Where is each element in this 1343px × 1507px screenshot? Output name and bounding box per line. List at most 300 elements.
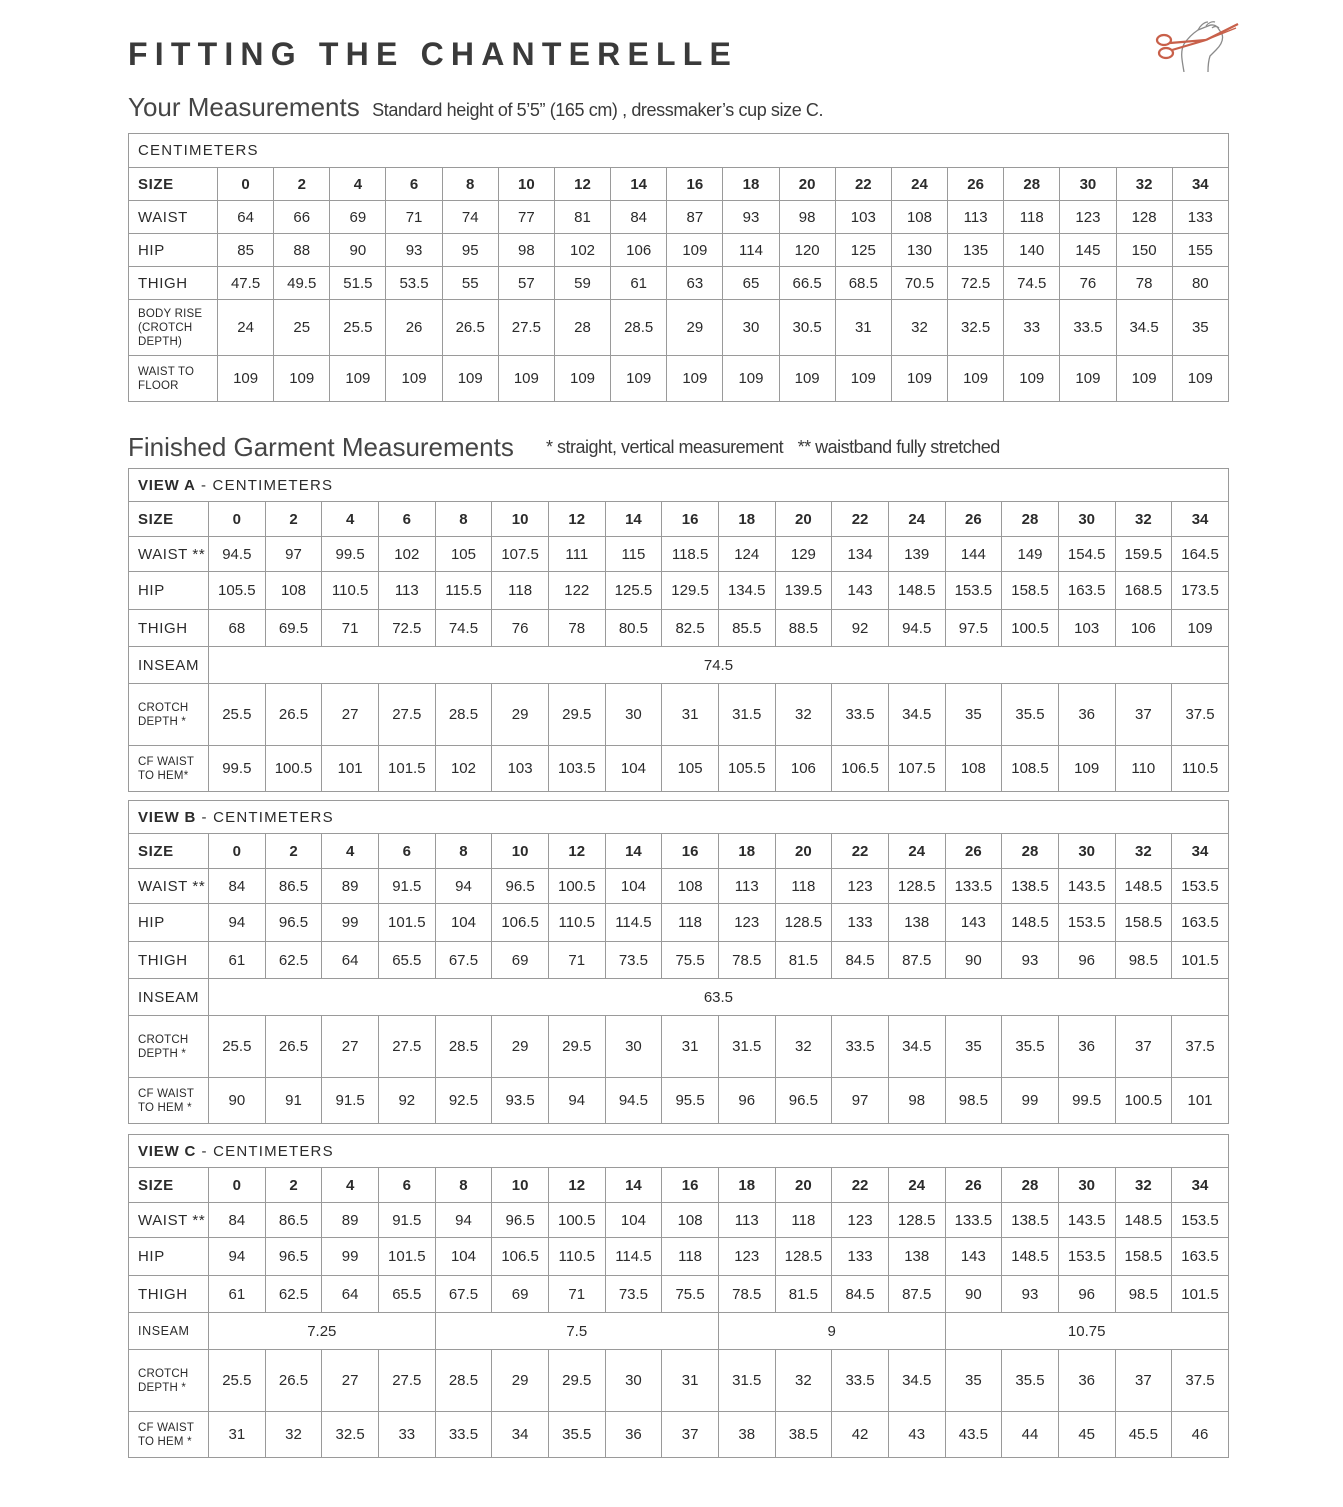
- body-rise-label-line: DEPTH): [138, 335, 183, 348]
- cf-waist-to-hem-label-line: TO HEM*: [138, 769, 189, 782]
- crotch-depth-cell: 37.5: [1172, 1350, 1229, 1412]
- size-cell: 6: [378, 502, 435, 537]
- cf-waist-to-hem-cell: 108: [945, 746, 1002, 792]
- waist-cell: 118: [775, 869, 832, 904]
- thigh-cell: 78.5: [718, 942, 775, 979]
- thigh-cell: 80.5: [605, 610, 662, 647]
- thigh-cell: 92: [832, 610, 889, 647]
- cf-waist-to-hem-cell: 101: [322, 746, 379, 792]
- measurement-notes: [546, 437, 1000, 458]
- cf-waist-to-hem-cell: 110: [1115, 746, 1172, 792]
- inseam-label: INSEAM: [129, 1313, 209, 1350]
- waist-cell: 115: [605, 537, 662, 572]
- inseam-cell: 7.25: [209, 1313, 436, 1350]
- thigh-cell: 69.5: [265, 610, 322, 647]
- waist-to-floor-label: [129, 356, 218, 402]
- waist-cell: 153.5: [1172, 1203, 1229, 1238]
- crotch-depth-cell: 29: [492, 1350, 549, 1412]
- waist-cell: 111: [548, 537, 605, 572]
- body-rise-cell: 35: [1172, 300, 1228, 356]
- crotch-depth-cell: 31: [662, 1350, 719, 1412]
- waist-cell: 96.5: [492, 1203, 549, 1238]
- thigh-cell: 69: [492, 942, 549, 979]
- crotch-depth-label: [129, 1016, 209, 1078]
- thigh-cell: 65: [723, 267, 779, 300]
- cf-waist-to-hem-cell: 105.5: [718, 746, 775, 792]
- body-rise-cell: 32.5: [948, 300, 1004, 356]
- body-rise-cell: 27.5: [498, 300, 554, 356]
- body-rise-cell: 33.5: [1060, 300, 1116, 356]
- size-cell: 34: [1172, 1168, 1229, 1203]
- thigh-cell: 81.5: [775, 942, 832, 979]
- crotch-depth-cell: 26.5: [265, 1016, 322, 1078]
- waist-cell: 100.5: [548, 1203, 605, 1238]
- crotch-depth-cell: 26.5: [265, 1350, 322, 1412]
- size-label: SIZE: [129, 834, 209, 869]
- hip-cell: 173.5: [1172, 572, 1229, 610]
- size-cell: 10: [492, 502, 549, 537]
- thigh-cell: 97.5: [945, 610, 1002, 647]
- size-row: [129, 1168, 1229, 1203]
- hip-cell: 118: [662, 1238, 719, 1276]
- size-cell: 20: [779, 168, 835, 201]
- waist-label: WAIST **: [129, 1203, 209, 1238]
- inseam-cell: 9: [718, 1313, 945, 1350]
- waist-cell: 133.5: [945, 1203, 1002, 1238]
- cf-waist-to-hem-label: [129, 1412, 209, 1458]
- hip-cell: 104: [435, 904, 492, 942]
- hip-cell: 106.5: [492, 904, 549, 942]
- thigh-cell: 103: [1058, 610, 1115, 647]
- hip-cell: 145: [1060, 234, 1116, 267]
- thigh-cell: 72.5: [378, 610, 435, 647]
- body-rise-cell: 33: [1004, 300, 1060, 356]
- size-cell: 32: [1116, 168, 1172, 201]
- table-header: CENTIMETERS: [129, 134, 1229, 168]
- size-cell: 20: [775, 834, 832, 869]
- table-row: [129, 1313, 1229, 1350]
- thigh-cell: 73.5: [605, 1276, 662, 1313]
- size-cell: 2: [265, 502, 322, 537]
- body-rise-cell: 32: [891, 300, 947, 356]
- cf-waist-to-hem-cell: 45.5: [1115, 1412, 1172, 1458]
- waist-cell: 99.5: [322, 537, 379, 572]
- thigh-cell: 96: [1058, 942, 1115, 979]
- size-cell: 28: [1002, 834, 1059, 869]
- size-cell: 10: [492, 1168, 549, 1203]
- waist-to-floor-cell: 109: [948, 356, 1004, 402]
- waist-cell: 94.5: [209, 537, 266, 572]
- thigh-cell: 76: [1060, 267, 1116, 300]
- cf-waist-to-hem-cell: 35.5: [548, 1412, 605, 1458]
- thigh-cell: 87.5: [888, 1276, 945, 1313]
- hip-label: HIP: [129, 904, 209, 942]
- cf-waist-to-hem-cell: 108.5: [1002, 746, 1059, 792]
- thigh-cell: 87.5: [888, 942, 945, 979]
- cf-waist-to-hem-cell: 37: [662, 1412, 719, 1458]
- cf-waist-to-hem-cell: 107.5: [888, 746, 945, 792]
- thigh-cell: 76: [492, 610, 549, 647]
- table-row: [129, 1078, 1229, 1124]
- cf-waist-to-hem-cell: 91.5: [322, 1078, 379, 1124]
- hip-cell: 122: [548, 572, 605, 610]
- inseam-cell: 63.5: [209, 979, 1229, 1016]
- crotch-depth-cell: 30: [605, 684, 662, 746]
- waist-to-floor-cell: 109: [779, 356, 835, 402]
- crotch-depth-cell: 27: [322, 1016, 379, 1078]
- hip-cell: 153.5: [1058, 1238, 1115, 1276]
- hip-cell: 123: [718, 1238, 775, 1276]
- size-label: SIZE: [129, 1168, 209, 1203]
- thigh-cell: 78: [1116, 267, 1172, 300]
- waist-cell: 118: [775, 1203, 832, 1238]
- waist-cell: 86.5: [265, 869, 322, 904]
- thigh-cell: 78: [548, 610, 605, 647]
- body-rise-cell: 28.5: [611, 300, 667, 356]
- hip-cell: 153.5: [1058, 904, 1115, 942]
- hip-cell: 114: [723, 234, 779, 267]
- waist-cell: 159.5: [1115, 537, 1172, 572]
- unit-label: - CENTIMETERS: [201, 808, 334, 826]
- thigh-cell: 59: [554, 267, 610, 300]
- size-cell: 16: [662, 834, 719, 869]
- size-cell: 26: [948, 168, 1004, 201]
- thigh-cell: 64: [322, 1276, 379, 1313]
- size-cell: 0: [209, 502, 266, 537]
- size-cell: 18: [718, 834, 775, 869]
- hip-cell: 133: [832, 1238, 889, 1276]
- waist-to-floor-cell: 109: [723, 356, 779, 402]
- hip-cell: 101.5: [378, 904, 435, 942]
- size-cell: 8: [442, 168, 498, 201]
- thigh-cell: 57: [498, 267, 554, 300]
- crotch-depth-cell: 35.5: [1002, 684, 1059, 746]
- thigh-label: THIGH: [129, 942, 209, 979]
- size-cell: 0: [209, 834, 266, 869]
- thigh-cell: 101.5: [1172, 942, 1229, 979]
- crotch-depth-cell: 37.5: [1172, 684, 1229, 746]
- crotch-depth-cell: 30: [605, 1016, 662, 1078]
- thigh-cell: 93: [1002, 942, 1059, 979]
- hip-cell: 94: [209, 904, 266, 942]
- crotch-depth-cell: 31.5: [718, 684, 775, 746]
- cf-waist-to-hem-cell: 106.5: [832, 746, 889, 792]
- table-row: [129, 356, 1229, 402]
- waist-cell: 144: [945, 537, 1002, 572]
- view-label: VIEW C: [138, 1142, 197, 1160]
- cf-waist-to-hem-cell: 99.5: [1058, 1078, 1115, 1124]
- body-rise-cell: 30: [723, 300, 779, 356]
- unit-label: - CENTIMETERS: [200, 476, 334, 494]
- thigh-label: THIGH: [129, 1276, 209, 1313]
- inseam-cell: 7.5: [435, 1313, 718, 1350]
- waist-to-floor-label-line: WAIST TO: [138, 365, 195, 378]
- waist-cell: 129: [775, 537, 832, 572]
- hip-cell: 158.5: [1115, 1238, 1172, 1276]
- thigh-cell: 66.5: [779, 267, 835, 300]
- cf-waist-to-hem-cell: 106: [775, 746, 832, 792]
- hip-cell: 128.5: [775, 904, 832, 942]
- cf-waist-to-hem-cell: 46: [1172, 1412, 1229, 1458]
- waist-cell: 143.5: [1058, 869, 1115, 904]
- crotch-depth-cell: 32: [775, 684, 832, 746]
- unit-label: - CENTIMETERS: [201, 1142, 334, 1160]
- size-row: [129, 834, 1229, 869]
- hip-cell: 150: [1116, 234, 1172, 267]
- hip-label: HIP: [129, 572, 209, 610]
- inseam-label: INSEAM: [129, 979, 209, 1016]
- size-cell: 32: [1115, 502, 1172, 537]
- hip-cell: 123: [718, 904, 775, 942]
- your-measurements-heading: [128, 92, 823, 123]
- crotch-depth-cell: 35.5: [1002, 1350, 1059, 1412]
- size-cell: 4: [322, 1168, 379, 1203]
- waist-cell: 86.5: [265, 1203, 322, 1238]
- crotch-depth-label-line: DEPTH *: [138, 715, 187, 728]
- size-cell: 8: [435, 834, 492, 869]
- size-row: [129, 502, 1229, 537]
- thigh-cell: 75.5: [662, 1276, 719, 1313]
- thigh-label: THIGH: [129, 610, 209, 647]
- waist-to-floor-cell: 109: [1060, 356, 1116, 402]
- thigh-cell: 64: [322, 942, 379, 979]
- hip-cell: 158.5: [1115, 904, 1172, 942]
- crotch-depth-cell: 31: [662, 1016, 719, 1078]
- table-header: [129, 1135, 1229, 1168]
- size-cell: 2: [265, 834, 322, 869]
- cf-waist-to-hem-cell: 36: [605, 1412, 662, 1458]
- hip-cell: 134.5: [718, 572, 775, 610]
- cf-waist-to-hem-cell: 45: [1058, 1412, 1115, 1458]
- crotch-depth-cell: 34.5: [888, 684, 945, 746]
- cf-waist-to-hem-cell: 32: [265, 1412, 322, 1458]
- waist-cell: 102: [378, 537, 435, 572]
- size-cell: 24: [888, 1168, 945, 1203]
- hip-cell: 106: [611, 234, 667, 267]
- hip-cell: 139.5: [775, 572, 832, 610]
- hip-cell: 108: [265, 572, 322, 610]
- body-rise-label-line: BODY RISE: [138, 307, 203, 320]
- size-cell: 2: [274, 168, 330, 201]
- waist-cell: 153.5: [1172, 869, 1229, 904]
- cf-waist-to-hem-cell: 98.5: [945, 1078, 1002, 1124]
- size-cell: 14: [605, 1168, 662, 1203]
- thigh-cell: 61: [209, 1276, 266, 1313]
- hip-cell: 110.5: [322, 572, 379, 610]
- crotch-depth-cell: 33.5: [832, 1350, 889, 1412]
- cf-waist-to-hem-cell: 105: [662, 746, 719, 792]
- cf-waist-to-hem-cell: 33: [378, 1412, 435, 1458]
- size-cell: 28: [1002, 1168, 1059, 1203]
- hip-cell: 110.5: [548, 904, 605, 942]
- cf-waist-to-hem-cell: 96.5: [775, 1078, 832, 1124]
- thigh-cell: 61: [611, 267, 667, 300]
- hip-label: HIP: [129, 1238, 209, 1276]
- table-row: [129, 267, 1229, 300]
- size-cell: 24: [888, 834, 945, 869]
- crotch-depth-cell: 28.5: [435, 1350, 492, 1412]
- size-cell: 16: [662, 502, 719, 537]
- cf-waist-to-hem-cell: 93.5: [492, 1078, 549, 1124]
- crotch-depth-cell: 27.5: [378, 1350, 435, 1412]
- crotch-depth-cell: 32: [775, 1350, 832, 1412]
- size-cell: 6: [386, 168, 442, 201]
- crotch-depth-cell: 27: [322, 1350, 379, 1412]
- size-cell: 16: [667, 168, 723, 201]
- thigh-cell: 55: [442, 267, 498, 300]
- body-rise-cell: 31: [835, 300, 891, 356]
- table-row: [129, 1350, 1229, 1412]
- waist-cell: 113: [718, 1203, 775, 1238]
- crotch-depth-label-line: DEPTH *: [138, 1047, 187, 1060]
- thigh-cell: 85.5: [718, 610, 775, 647]
- hip-cell: 125: [835, 234, 891, 267]
- hip-cell: 158.5: [1002, 572, 1059, 610]
- size-cell: 26: [945, 1168, 1002, 1203]
- waist-cell: 96.5: [492, 869, 549, 904]
- size-cell: 16: [662, 1168, 719, 1203]
- size-cell: 22: [832, 834, 889, 869]
- size-cell: 0: [209, 1168, 266, 1203]
- waist-label: WAIST **: [129, 869, 209, 904]
- thigh-cell: 73.5: [605, 942, 662, 979]
- size-cell: 28: [1004, 168, 1060, 201]
- size-cell: 14: [605, 502, 662, 537]
- size-cell: 22: [832, 1168, 889, 1203]
- cf-waist-to-hem-label-line: CF WAIST: [138, 1087, 195, 1100]
- body-rise-cell: 29: [667, 300, 723, 356]
- size-row: [129, 168, 1229, 201]
- crotch-depth-cell: 37: [1115, 1350, 1172, 1412]
- thigh-cell: 82.5: [662, 610, 719, 647]
- cf-waist-to-hem-label-line: CF WAIST: [138, 755, 195, 768]
- hip-label: HIP: [129, 234, 218, 267]
- hip-cell: 96.5: [265, 1238, 322, 1276]
- cf-waist-to-hem-cell: 92: [378, 1078, 435, 1124]
- table-row: [129, 1412, 1229, 1458]
- waist-to-floor-cell: 109: [218, 356, 274, 402]
- cf-waist-to-hem-cell: 31: [209, 1412, 266, 1458]
- waist-cell: 66: [274, 201, 330, 234]
- body-rise-cell: 26.5: [442, 300, 498, 356]
- body-rise-cell: 26: [386, 300, 442, 356]
- size-cell: 34: [1172, 502, 1229, 537]
- thigh-cell: 93: [1002, 1276, 1059, 1313]
- thigh-cell: 49.5: [274, 267, 330, 300]
- waist-cell: 77: [498, 201, 554, 234]
- waist-cell: 94: [435, 1203, 492, 1238]
- cf-waist-to-hem-cell: 110.5: [1172, 746, 1229, 792]
- thigh-cell: 98.5: [1115, 942, 1172, 979]
- thigh-cell: 62.5: [265, 942, 322, 979]
- cf-waist-to-hem-label-line: CF WAIST: [138, 1421, 195, 1434]
- waist-to-floor-cell: 109: [274, 356, 330, 402]
- crotch-depth-cell: 27: [322, 684, 379, 746]
- hip-cell: 85: [218, 234, 274, 267]
- hip-cell: 104: [435, 1238, 492, 1276]
- thigh-cell: 75.5: [662, 942, 719, 979]
- thigh-cell: 69: [492, 1276, 549, 1313]
- waist-cell: 84: [611, 201, 667, 234]
- waist-cell: 139: [888, 537, 945, 572]
- cf-waist-to-hem-cell: 43.5: [945, 1412, 1002, 1458]
- cf-waist-to-hem-cell: 103: [492, 746, 549, 792]
- size-label: SIZE: [129, 168, 218, 201]
- hip-cell: 135: [948, 234, 1004, 267]
- waist-to-floor-cell: 109: [835, 356, 891, 402]
- cf-waist-to-hem-cell: 94: [548, 1078, 605, 1124]
- view-a-table: [128, 468, 1229, 792]
- thigh-cell: 67.5: [435, 1276, 492, 1313]
- waist-cell: 124: [718, 537, 775, 572]
- waist-cell: 108: [662, 869, 719, 904]
- hip-cell: 101.5: [378, 1238, 435, 1276]
- thigh-cell: 70.5: [891, 267, 947, 300]
- size-cell: 30: [1058, 1168, 1115, 1203]
- thigh-cell: 98.5: [1115, 1276, 1172, 1313]
- hip-cell: 133: [832, 904, 889, 942]
- table-row: [129, 647, 1229, 684]
- waist-cell: 148.5: [1115, 869, 1172, 904]
- waist-cell: 103: [835, 201, 891, 234]
- hip-cell: 118: [662, 904, 719, 942]
- hip-cell: 95: [442, 234, 498, 267]
- hip-cell: 106.5: [492, 1238, 549, 1276]
- waist-cell: 133: [1172, 201, 1228, 234]
- waist-cell: 98: [779, 201, 835, 234]
- hip-cell: 115.5: [435, 572, 492, 610]
- crotch-depth-cell: 36: [1058, 1016, 1115, 1078]
- crotch-depth-cell: 34.5: [888, 1016, 945, 1078]
- size-cell: 30: [1058, 502, 1115, 537]
- thigh-cell: 51.5: [330, 267, 386, 300]
- crotch-depth-cell: 29.5: [548, 1350, 605, 1412]
- hip-cell: 163.5: [1172, 1238, 1229, 1276]
- note-straight: * straight, vertical measurement: [546, 437, 784, 457]
- cf-waist-to-hem-cell: 38.5: [775, 1412, 832, 1458]
- crotch-depth-cell: 37: [1115, 684, 1172, 746]
- size-cell: 24: [891, 168, 947, 201]
- size-label: SIZE: [129, 502, 209, 537]
- crotch-depth-cell: 31.5: [718, 1016, 775, 1078]
- waist-cell: 97: [265, 537, 322, 572]
- crotch-depth-label-line: CROTCH: [138, 701, 189, 714]
- crotch-depth-cell: 36: [1058, 684, 1115, 746]
- thigh-label: THIGH: [129, 267, 218, 300]
- size-cell: 6: [378, 834, 435, 869]
- thigh-cell: 81.5: [775, 1276, 832, 1313]
- thigh-cell: 63: [667, 267, 723, 300]
- waist-cell: 143.5: [1058, 1203, 1115, 1238]
- body-measurements-table: [128, 133, 1229, 402]
- thigh-cell: 84.5: [832, 942, 889, 979]
- cf-waist-to-hem-cell: 90: [209, 1078, 266, 1124]
- waist-cell: 133.5: [945, 869, 1002, 904]
- cf-waist-to-hem-label: [129, 746, 209, 792]
- table-row: [129, 234, 1229, 267]
- cf-waist-to-hem-cell: 33.5: [435, 1412, 492, 1458]
- body-rise-label-line: (CROTCH: [138, 321, 193, 334]
- size-cell: 10: [498, 168, 554, 201]
- hip-cell: 163.5: [1172, 904, 1229, 942]
- cf-waist-to-hem-cell: 101: [1172, 1078, 1229, 1124]
- crotch-depth-cell: 35: [945, 1016, 1002, 1078]
- inseam-cell: 74.5: [209, 647, 1229, 684]
- cf-waist-to-hem-cell: 34: [492, 1412, 549, 1458]
- size-cell: 0: [218, 168, 274, 201]
- size-cell: 32: [1115, 1168, 1172, 1203]
- your-measurements-title: Your Measurements: [128, 92, 360, 122]
